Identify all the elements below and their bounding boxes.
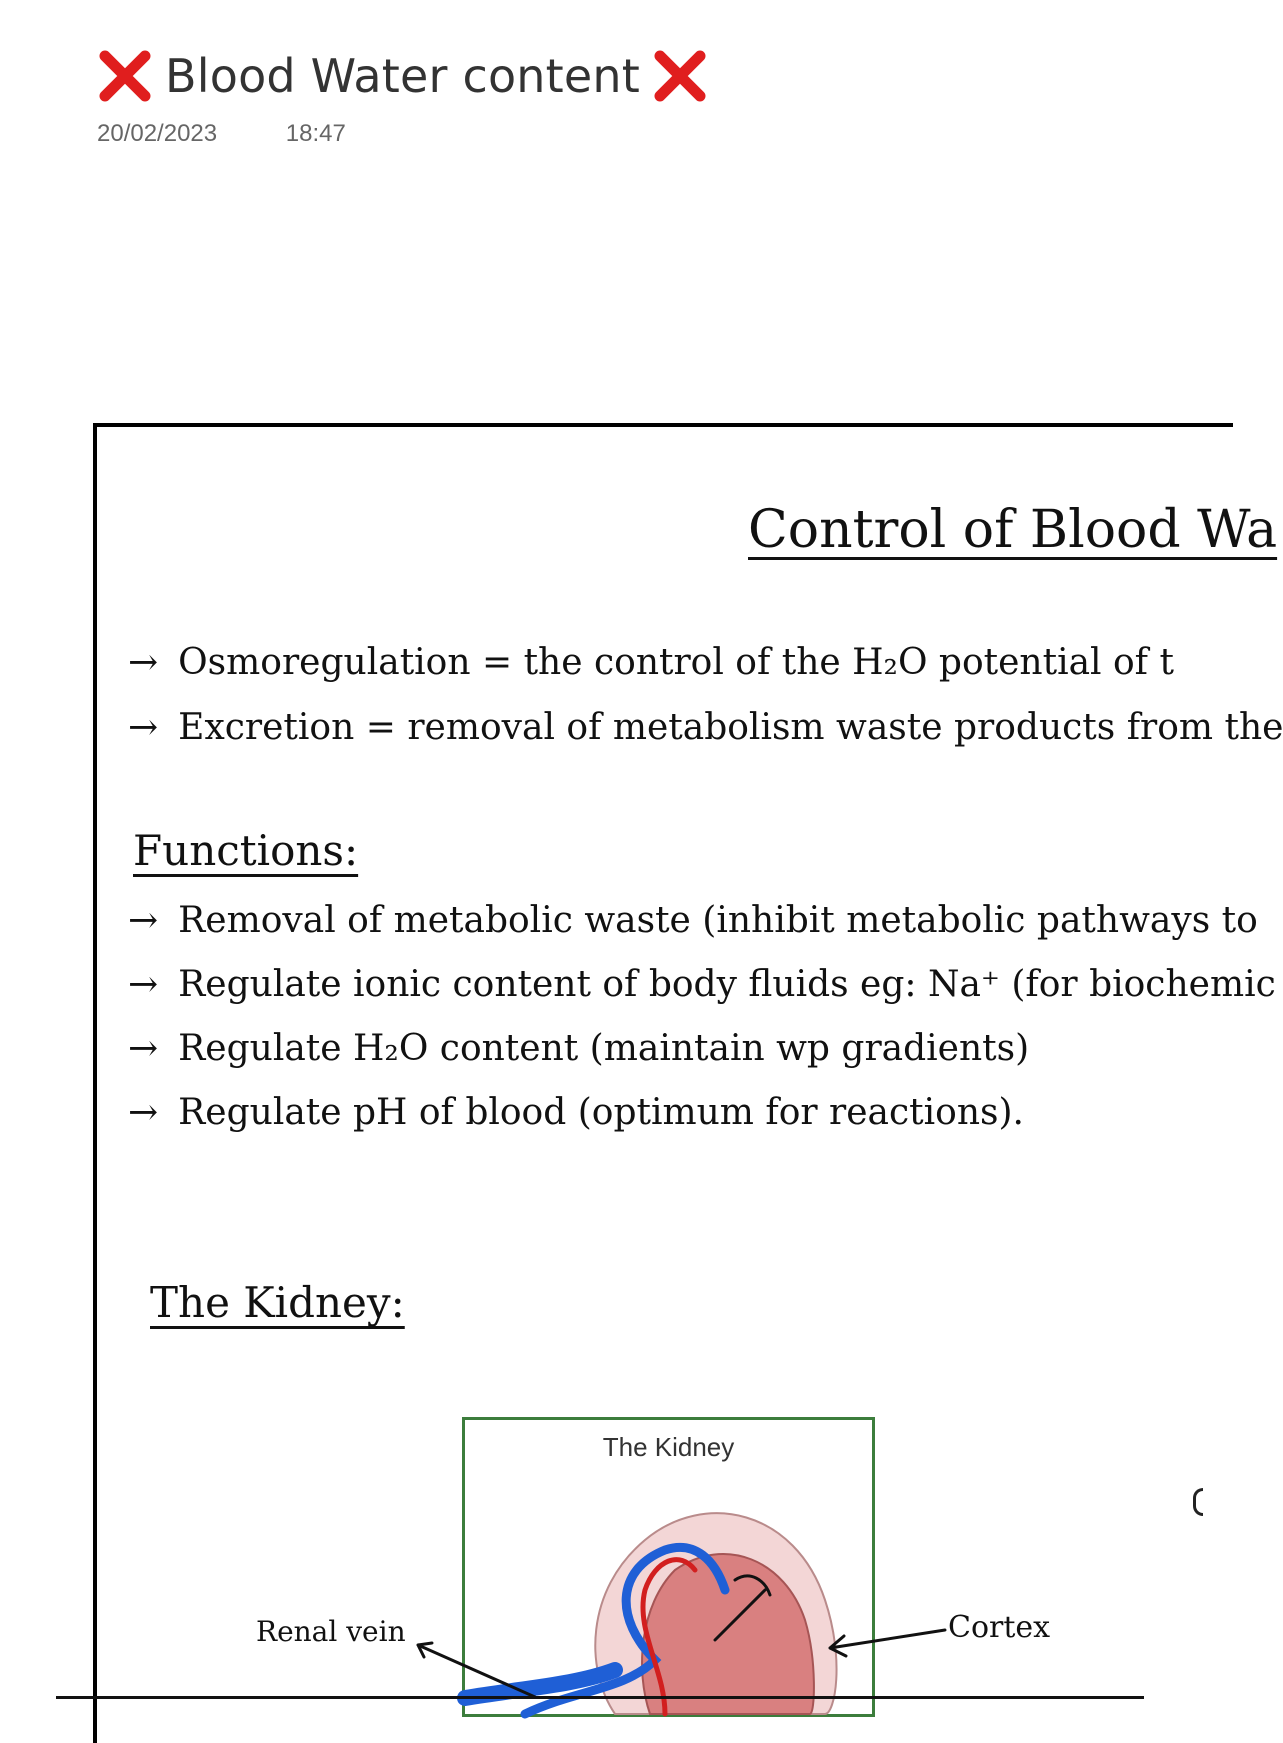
partial-stroke — [1193, 1488, 1203, 1516]
arrow-icon: → — [128, 1092, 159, 1133]
function-line — [128, 1092, 1024, 1133]
kidney-heading: The Kidney: — [150, 1278, 405, 1327]
cross-mark-icon — [652, 48, 708, 104]
function-text: Removal of metabolic waste (inhibit metabolic pathways to — [178, 900, 1258, 941]
note-title: Control of Blood Wa — [748, 500, 1278, 560]
definition-line — [128, 707, 1283, 748]
kidney-caption: The Kidney — [602, 1432, 735, 1462]
function-line — [128, 964, 1276, 1005]
definition-text: Osmoregulation = the control of the H₂O potential of t — [178, 642, 1174, 683]
title-row — [97, 40, 708, 112]
arrow-icon: → — [128, 642, 159, 683]
arrow-icon: → — [128, 1028, 159, 1069]
functions-heading: Functions: — [133, 826, 359, 875]
renal-vein-pointer-arrow — [410, 1635, 540, 1700]
page-date: 20/02/2023 — [97, 120, 218, 147]
arrow-icon: → — [128, 900, 159, 941]
definition-text: Excretion = removal of metabolism waste products from the — [178, 707, 1283, 748]
page-meta — [97, 120, 708, 148]
page-header — [97, 40, 708, 148]
page-time: 18:47 — [285, 120, 346, 147]
cortex-pointer-arrow — [820, 1620, 948, 1660]
renal-vein-label: Renal vein — [256, 1615, 406, 1648]
function-text: Regulate pH of blood (optimum for reactions). — [178, 1092, 1024, 1133]
arrow-icon: → — [128, 707, 159, 748]
bottom-divider — [56, 1696, 1144, 1699]
function-text: Regulate ionic content of body fluids eg: Na⁺ (for biochemic — [178, 964, 1276, 1005]
function-line — [128, 1028, 1029, 1069]
definition-line — [128, 642, 1174, 683]
arrow-icon: → — [128, 964, 159, 1005]
page-title: Blood Water content — [165, 49, 640, 103]
cortex-label: Cortex — [948, 1610, 1051, 1645]
cross-mark-icon — [97, 48, 153, 104]
function-line — [128, 900, 1258, 941]
function-text: Regulate H₂O content (maintain wp gradients) — [178, 1028, 1030, 1069]
